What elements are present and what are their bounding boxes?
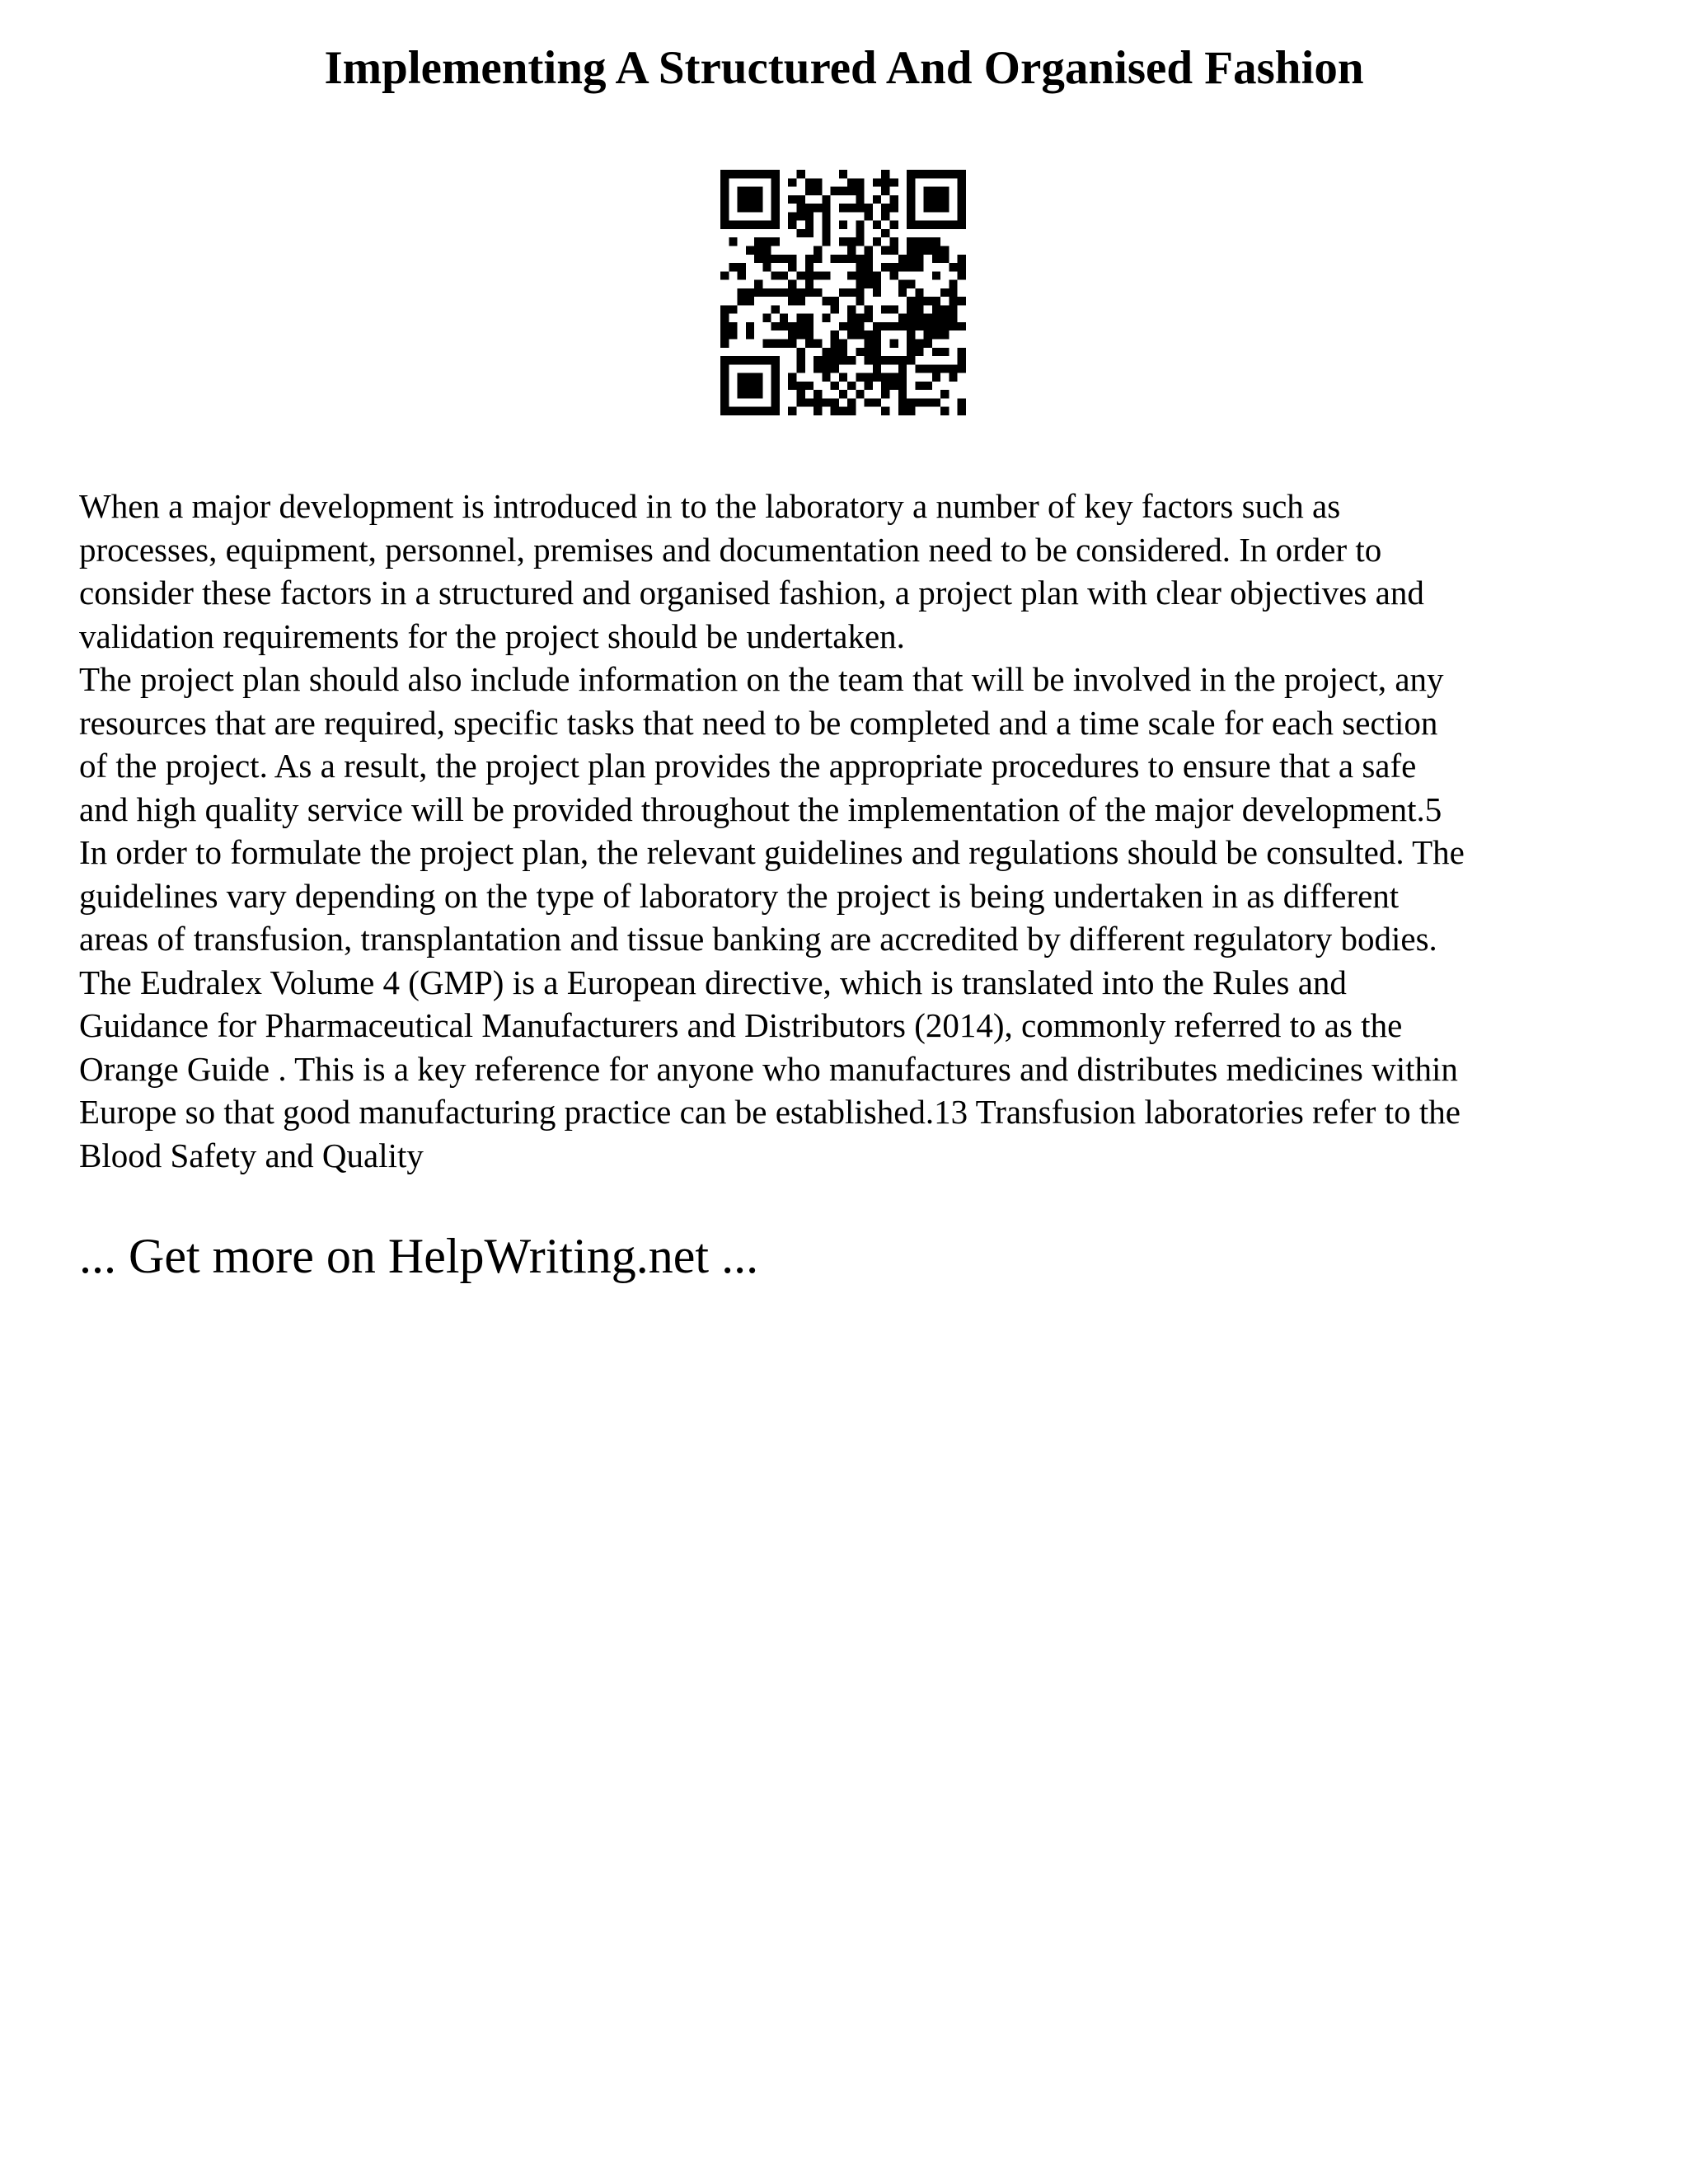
body-line: Europe so that good manufacturing practice can be established.13 Transfusion laboratories refer to the bbox=[79, 1093, 1461, 1131]
body-line: of the project. As a result, the project plan provides the appropriate procedures to ensure that a safe bbox=[79, 747, 1417, 785]
body-line: The project plan should also include information on the team that will be involved in the project, any bbox=[79, 660, 1444, 698]
body-line: guidelines vary depending on the type of laboratory the project is being undertaken in as different bbox=[79, 876, 1400, 915]
body-line: validation requirements for the project should be undertaken. bbox=[79, 616, 905, 655]
body-line: When a major development is introduced in to the laboratory a number of key factors such as bbox=[79, 487, 1341, 525]
body-line: areas of transfusion, transplantation and tissue banking are accredited by different regulatory bodies. bbox=[79, 920, 1437, 958]
get-more-link[interactable]: ... Get more on HelpWriting.net ... bbox=[79, 1229, 759, 1283]
qr-code-icon bbox=[720, 170, 966, 415]
body-line: In order to formulate the project plan, the relevant guidelines and regulations should be consulted. The bbox=[79, 833, 1465, 871]
body-line: consider these factors in a structured and organised fashion, a project plan with clear objectives and bbox=[79, 574, 1424, 612]
body-text bbox=[79, 485, 1629, 1177]
document-title: Implementing A Structured And Organised Fashion bbox=[324, 42, 1364, 94]
body-line: The Eudralex Volume 4 (GMP) is a European directive, which is translated into the Rules and bbox=[79, 963, 1347, 1001]
body-line: Guidance for Pharmaceutical Manufacturers and Distributors (2014), commonly referred to as the bbox=[79, 1006, 1403, 1044]
body-line: processes, equipment, personnel, premises and documentation need to be considered. In order to bbox=[79, 530, 1382, 569]
body-line: Orange Guide . This is a key reference for anyone who manufactures and distributes medicines within bbox=[79, 1049, 1458, 1088]
body-line: Blood Safety and Quality bbox=[79, 1136, 424, 1174]
body-line: resources that are required, specific tasks that need to be completed and a time scale for each section bbox=[79, 703, 1438, 742]
body-line: and high quality service will be provided throughout the implementation of the major development.5 bbox=[79, 790, 1442, 828]
